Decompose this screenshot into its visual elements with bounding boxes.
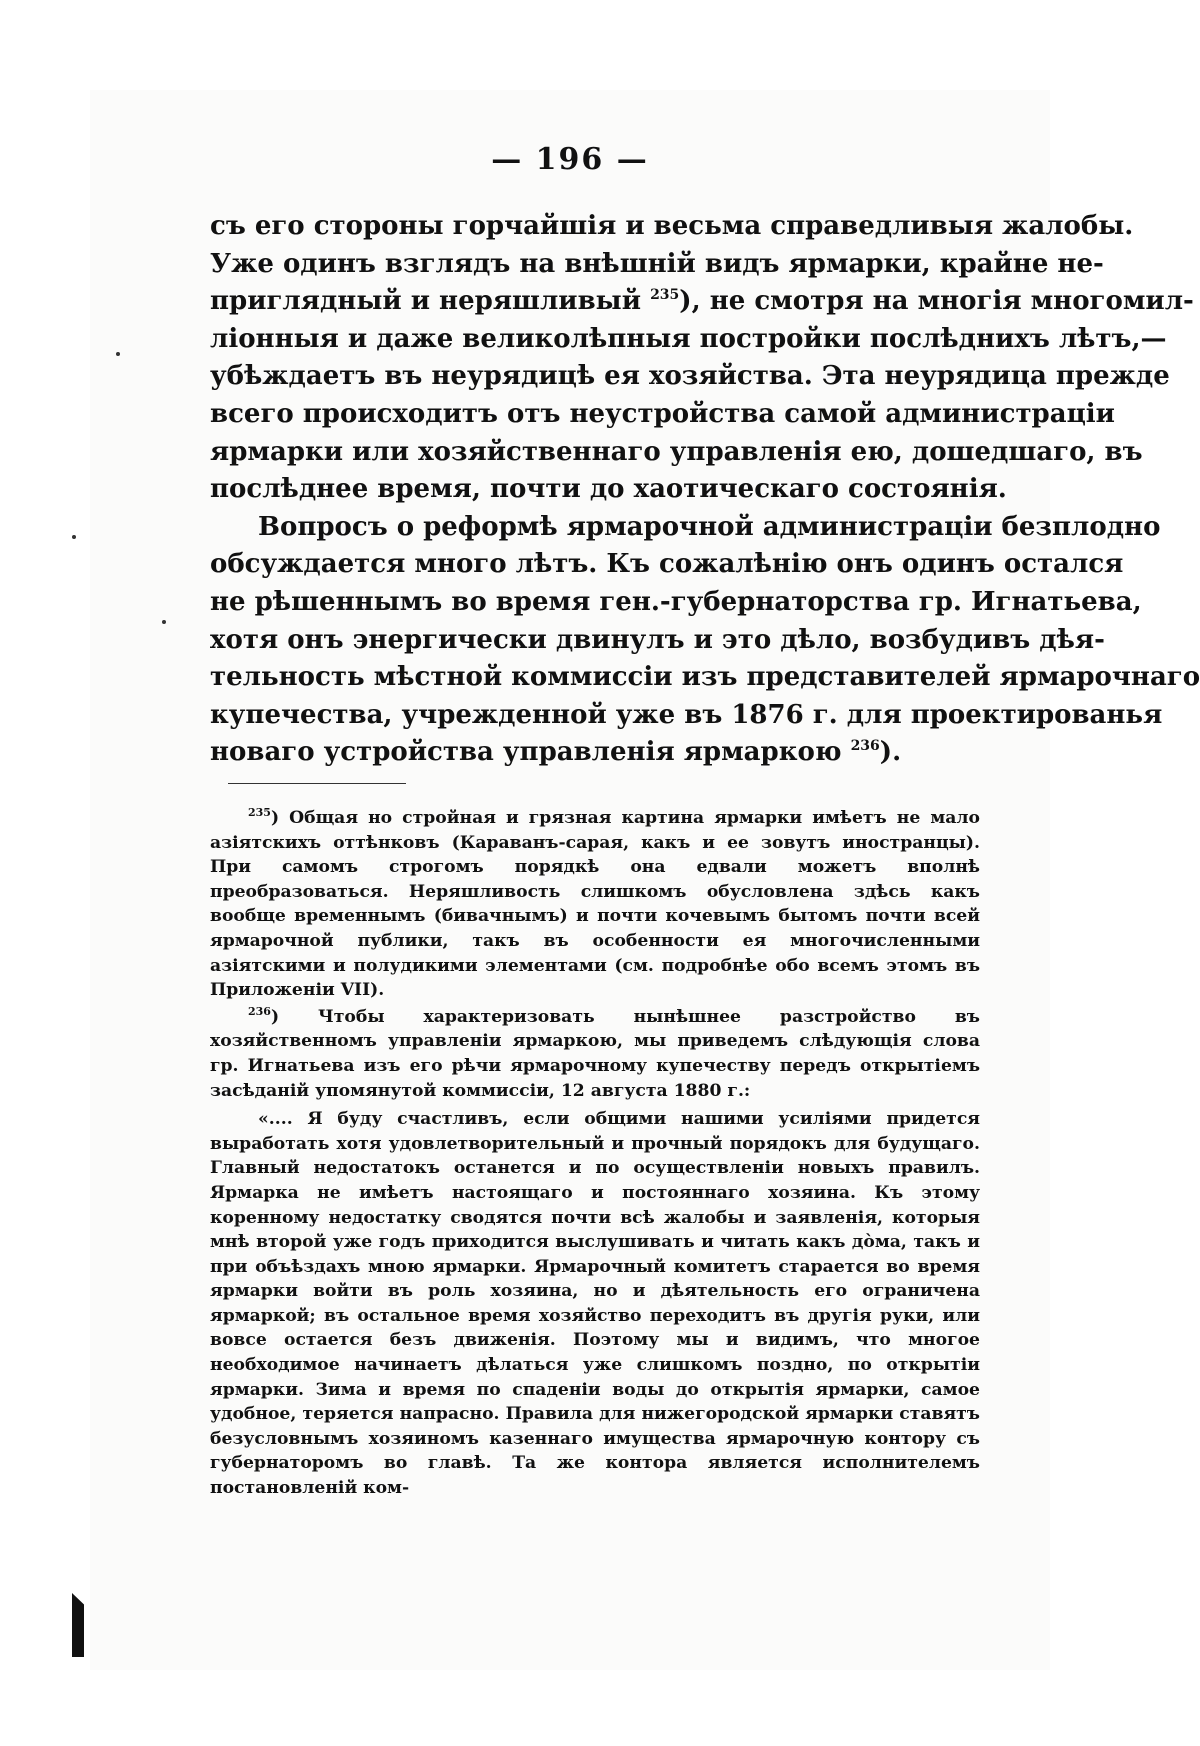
text-line: съ его стороны горчайшія и весьма справедливыя жалобы. [210, 211, 1134, 241]
paragraph-1 [210, 208, 1194, 509]
main-text [210, 208, 1200, 772]
paragraph-2 [210, 509, 1200, 772]
text-line: послѣднее время, почти до хаотическаго состоянія. [210, 474, 1007, 505]
text-line: обсуждается много лѣтъ. Къ сожалѣнію онъ одинъ остался [210, 549, 1124, 580]
footnote-mark: 236 [248, 1004, 271, 1018]
scan-edge-mark [72, 1593, 84, 1657]
text-line: не рѣшеннымъ во время ген.-губернаторства гр. Игнатьева, [210, 586, 1142, 617]
text-line: Вопросъ о реформѣ ярмарочной администраціи безплодно [258, 511, 1161, 542]
footnote-quote: «.... Я буду счастливъ, если общими нашими усиліями придется выработать хотя удовлетворительный и прочный порядокъ для будущаго. Главный недостатокъ останется и по осуществленіи новыхъ правилъ. Ярмарка не имѣетъ настоящаго и постояннаго хозяина. Къ этому коренному недостатку сводятся почти всѣ жалобы и заявленія, которыя мнѣ второй уже годъ приходится выслушивать и читать какъ дòма, такъ и при объѣздахъ мною ярмарки. Ярмарочный комитетъ старается во время ярмарки войти въ роль хозяина, но и дѣятельность его ограничена ярмаркой; въ остальное время хозяйство переходитъ въ другія руки, или вовсе остается безъ движенія. Поэтому мы и видимъ, что многое необходимое начинаетъ дѣлаться уже слишкомъ поздно, по открытіи ярмарки. Зима и время по спаденіи воды до открытія ярмарки, самое удобное, теряется напрасно. Правила для нижегородской ярмарки ставятъ безусловнымъ хозяиномъ казеннаго имущества ярмарочную контору съ губернаторомъ во главѣ. Та же контора является исполнителемъ постановленій ком- [210, 1109, 980, 1499]
text-line: всего происходитъ отъ неустройства самой администраціи [210, 398, 1115, 429]
text-line: лiонныя и даже великолѣпныя постройки послѣднихъ лѣтъ,— [210, 323, 1167, 354]
scan-speck [72, 535, 76, 539]
footnote-divider [228, 783, 406, 784]
text-line: приглядный и неряшливый $^{235}$), не смотря на многія многомил- [210, 286, 1194, 317]
page-number: — 196 — [491, 142, 649, 177]
footnote-ref-236: 236 [850, 738, 880, 755]
scan-speck [162, 620, 166, 624]
scan-speck [116, 352, 120, 356]
text-line: хотя онъ энергически двинулъ и это дѣло, возбудивъ дѣя- [210, 624, 1105, 655]
footnote-236: $^{236}$) Чтобы характеризовать нынѣшнее разстройство въ хозяйственномъ управленіи ярмаркою, мы приведемъ слѣдующія слова гр. Игнатьева изъ его рѣчи ярмарочному купечеству передъ открытіемъ засѣданій упомянутой коммиссіи, 12 августа 1880 г.: [210, 1004, 980, 1101]
text-line: купечества, учрежденной уже въ 1876 г. для проектированья [210, 699, 1163, 730]
footnote-235: $^{235}$) Общая но стройная и грязная картина ярмарки имѣетъ не мало азіятскихъ оттѣнковъ (Караванъ-сарая, какъ и ее зовутъ иностранцы). При самомъ строгомъ порядкѣ она едвали можетъ вполнѣ преобразоваться. Неряшливость слишкомъ обусловлена здѣсь какъ вообще временнымъ (бивачнымъ) и почти кочевымъ бытомъ почти всей ярмарочной публики, такъ въ особенности ея многочисленными азіятскими и полудикими элементами (см. подробнѣе обо всемъ этомъ въ Приложеніи VII). [210, 806, 980, 1001]
text-line: ярмарки или хозяйственнаго управленія ею, дошедшаго, въ [210, 436, 1143, 467]
text-line: убѣждаетъ въ неурядицѣ ея хозяйства. Эта неурядица прежде [210, 361, 1170, 392]
text-line: Уже одинъ взглядъ на внѣшній видъ ярмарки, крайне не- [210, 248, 1104, 279]
footnote-ref-235: 235 [650, 287, 680, 304]
text-line: новаго устройства управленія ярмаркою $^{236}$). [210, 737, 902, 768]
footnotes [210, 806, 980, 1503]
text-line: тельность мѣстной коммиссіи изъ представителей ярмарочнаго [210, 662, 1200, 693]
footnote-mark: 235 [248, 806, 271, 819]
